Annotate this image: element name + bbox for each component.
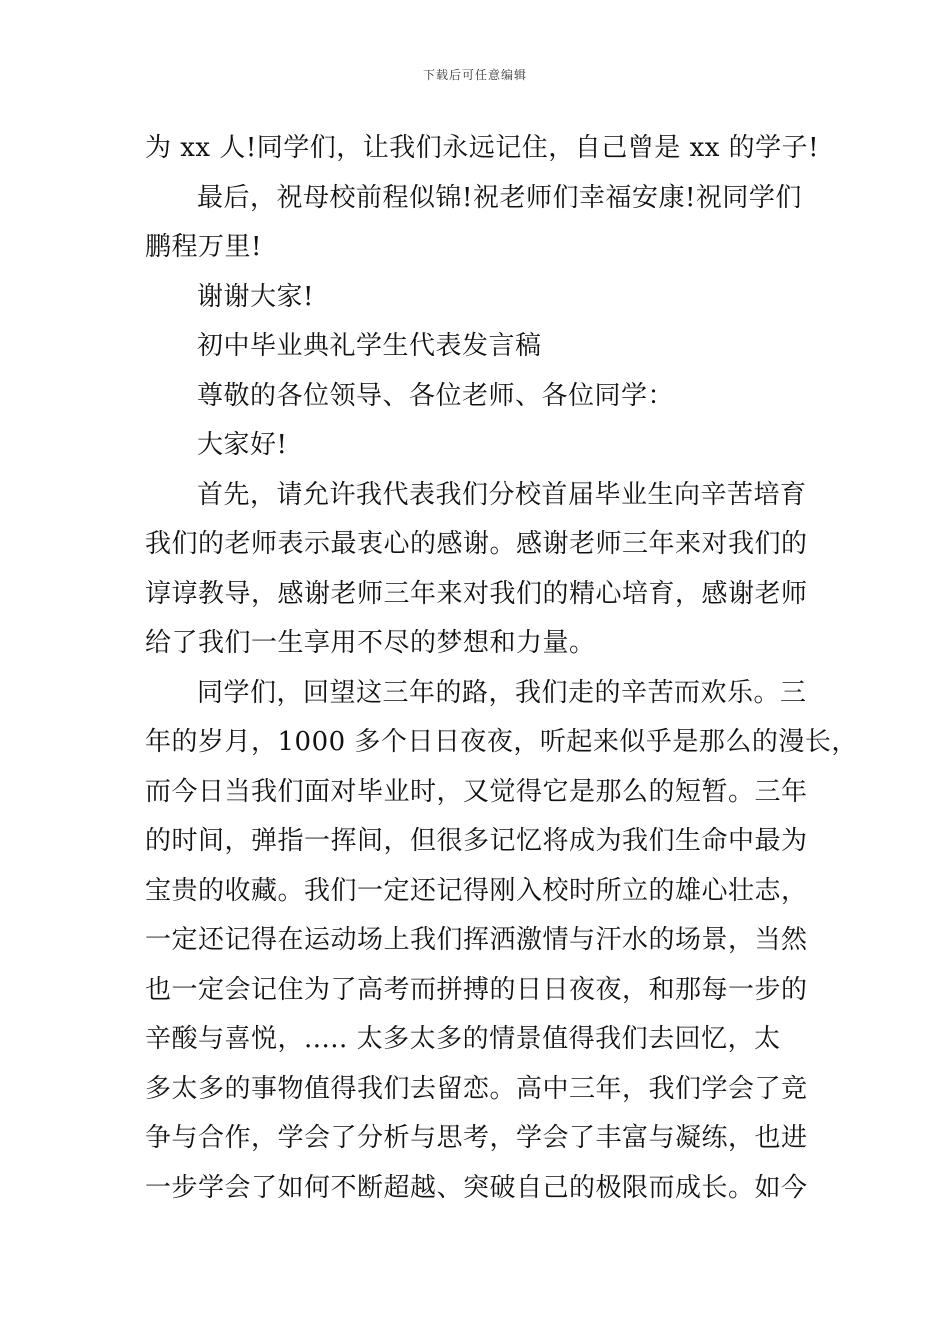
- page-header: 下载后可任意编辑: [422, 68, 527, 82]
- text-line: 一定还记得在运动场上我们挥洒激情与汗水的场景，当然: [145, 925, 808, 955]
- text-line: 也一定会记住为了高考而拼搏的日日夜夜，和那每一步的: [145, 974, 808, 1005]
- text-line: 宝贵的收藏。我们一定还记得刚入校时所立的雄心壮志，: [145, 875, 808, 906]
- text-line: 一步学会了如何不断超越、突破自己的极限而成长。如今: [145, 1172, 808, 1203]
- text-line: 鹏程万里!: [145, 232, 262, 262]
- text-line: 我们的老师表示最衷心的感谢。感谢老师三年来对我们的: [145, 529, 808, 559]
- text-line: 首先，请允许我代表我们分校首届毕业生向辛苦培育: [197, 479, 807, 510]
- text-line: 最后，祝母校前程似锦!祝老师们幸福安康!祝同学们: [197, 182, 802, 213]
- text-line: 而今日当我们面对毕业时，又觉得它是那么的短暂。三年: [145, 776, 808, 807]
- text-line: 谢谢大家!: [197, 281, 314, 312]
- document-body: [145, 124, 858, 1213]
- text-line: 谆谆教导，感谢老师三年来对我们的精心培育，感谢老师: [145, 578, 808, 609]
- text-line: 初中毕业典礼学生代表发言稿: [197, 331, 542, 361]
- text-line: 的时间，弹指一挥间，但很多记忆将成为我们生命中最为: [145, 826, 808, 856]
- text-line: 多太多的事物值得我们去留恋。高中三年，我们学会了竞: [145, 1073, 808, 1104]
- text-line: 年的岁月，1000 多个日日夜夜，听起来似乎是那么的漫长，: [145, 727, 858, 757]
- text-line: 大家好!: [197, 430, 288, 460]
- text-line: 争与合作，学会了分析与思考，学会了丰富与凝练，也进: [145, 1123, 808, 1153]
- text-line: 为 xx 人!同学们，让我们永远记住，自己曾是 xx 的学子!: [145, 133, 820, 163]
- text-line: 辛酸与喜悦，..... 太多太多的情景值得我们去回忆，太: [145, 1024, 781, 1054]
- text-line: 尊敬的各位领导、各位老师、各位同学：: [197, 380, 675, 411]
- text-line: 同学们，回望这三年的路，我们走的辛苦而欢乐。三: [197, 677, 807, 708]
- text-line: 给了我们一生享用不尽的梦想和力量。: [145, 628, 596, 658]
